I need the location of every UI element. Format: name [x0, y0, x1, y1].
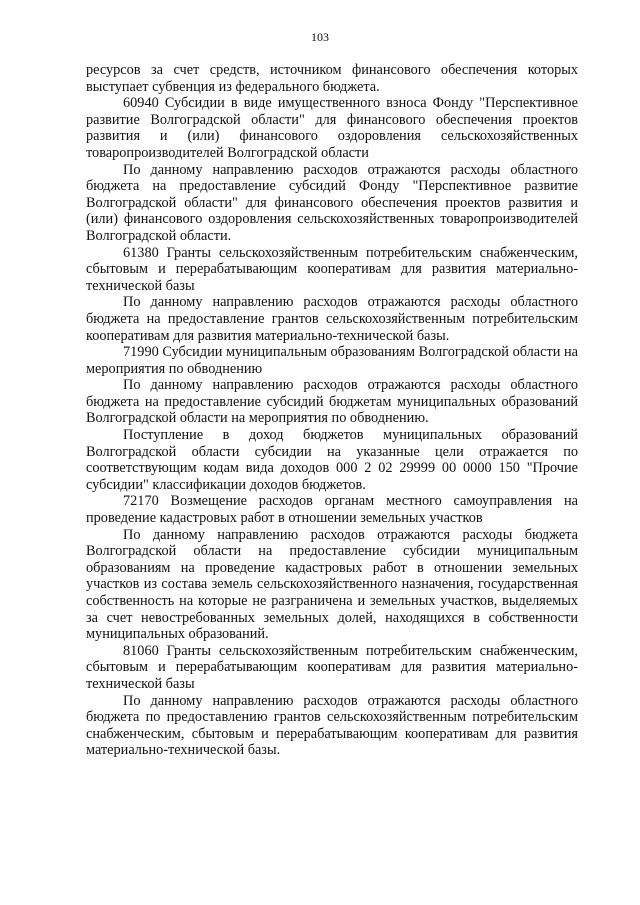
paragraph: Поступление в доход бюджетов муниципальных образований Волгоградской области субсидии на указанные цели отражается по соответствующим кодам вида доходов 000 2 02 29999 00 0000 150 "Прочие субсидии" классификации доходов бюджетов.	[86, 427, 578, 493]
paragraph: По данному направлению расходов отражаются расходы областного бюджета по предоставлению грантов сельскохозяйственным потребительским снабженческим, сбытовым и перерабатывающим кооперативам для развития материально-технической базы.	[86, 692, 578, 759]
page-number: 103	[311, 30, 329, 44]
paragraph-72170-heading: 72170 Возмещение расходов органам местного самоуправления на проведение кадастровых работ в отношении земельных участков	[86, 493, 578, 527]
paragraph: По данному направлению расходов отражаются расходы областного бюджета на предоставление субсидий бюджетам муниципальных образований Волгоградской области на мероприятия по обводнению.	[86, 377, 578, 427]
paragraph-60940-heading: 60940 Субсидии в виде имущественного взноса Фонду "Перспективное развитие Волгоградской области" для финансового обеспечения проектов развития и (или) финансового оздоровления сельскохозяйственных товаропроизводителей Волгоградской области	[86, 95, 578, 161]
paragraph: ресурсов за счет средств, источником финансового обеспечения которых выступает субвенция из федерального бюджета.	[86, 62, 578, 95]
paragraph-71990-heading: 71990 Субсидии муниципальным образованиям Волгоградской области на мероприятия по обводнению	[86, 344, 578, 377]
document-body	[86, 62, 578, 759]
paragraph-61380-heading: 61380 Гранты сельскохозяйственным потребительским снабженческим, сбытовым и перерабатывающим кооперативам для развития материально-технической базы	[86, 244, 578, 294]
paragraph-81060-heading: 81060 Гранты сельскохозяйственным потребительским снабженческим, сбытовым и перерабатывающим кооперативам для развития материально-технической базы	[86, 642, 578, 692]
paragraph: По данному направлению расходов отражаются расходы областного бюджета на предоставление грантов сельскохозяйственным потребительским кооперативам для развития материально-технической базы.	[86, 294, 578, 344]
paragraph: По данному направлению расходов отражаются расходы областного бюджета на предоставление субсидий Фонду "Перспективное развитие Волгоградской области" для финансового обеспечения проектов развития и (или) финансового оздоровления сельскохозяйственных товаропроизводителей Волгоградской области.	[86, 161, 578, 244]
paragraph: По данному направлению расходов отражаются расходы бюджета Волгоградской области на предоставление субсидии муниципальным образованиям на проведение кадастровых работ в отношении земельных участков из состава земель сельскохозяйственного назначения, государственная собственность на которые не разграничена и земельных участков, выделяемых за счет невостребованных земельных долей, находящихся в собственности муниципальных образований.	[86, 526, 578, 643]
